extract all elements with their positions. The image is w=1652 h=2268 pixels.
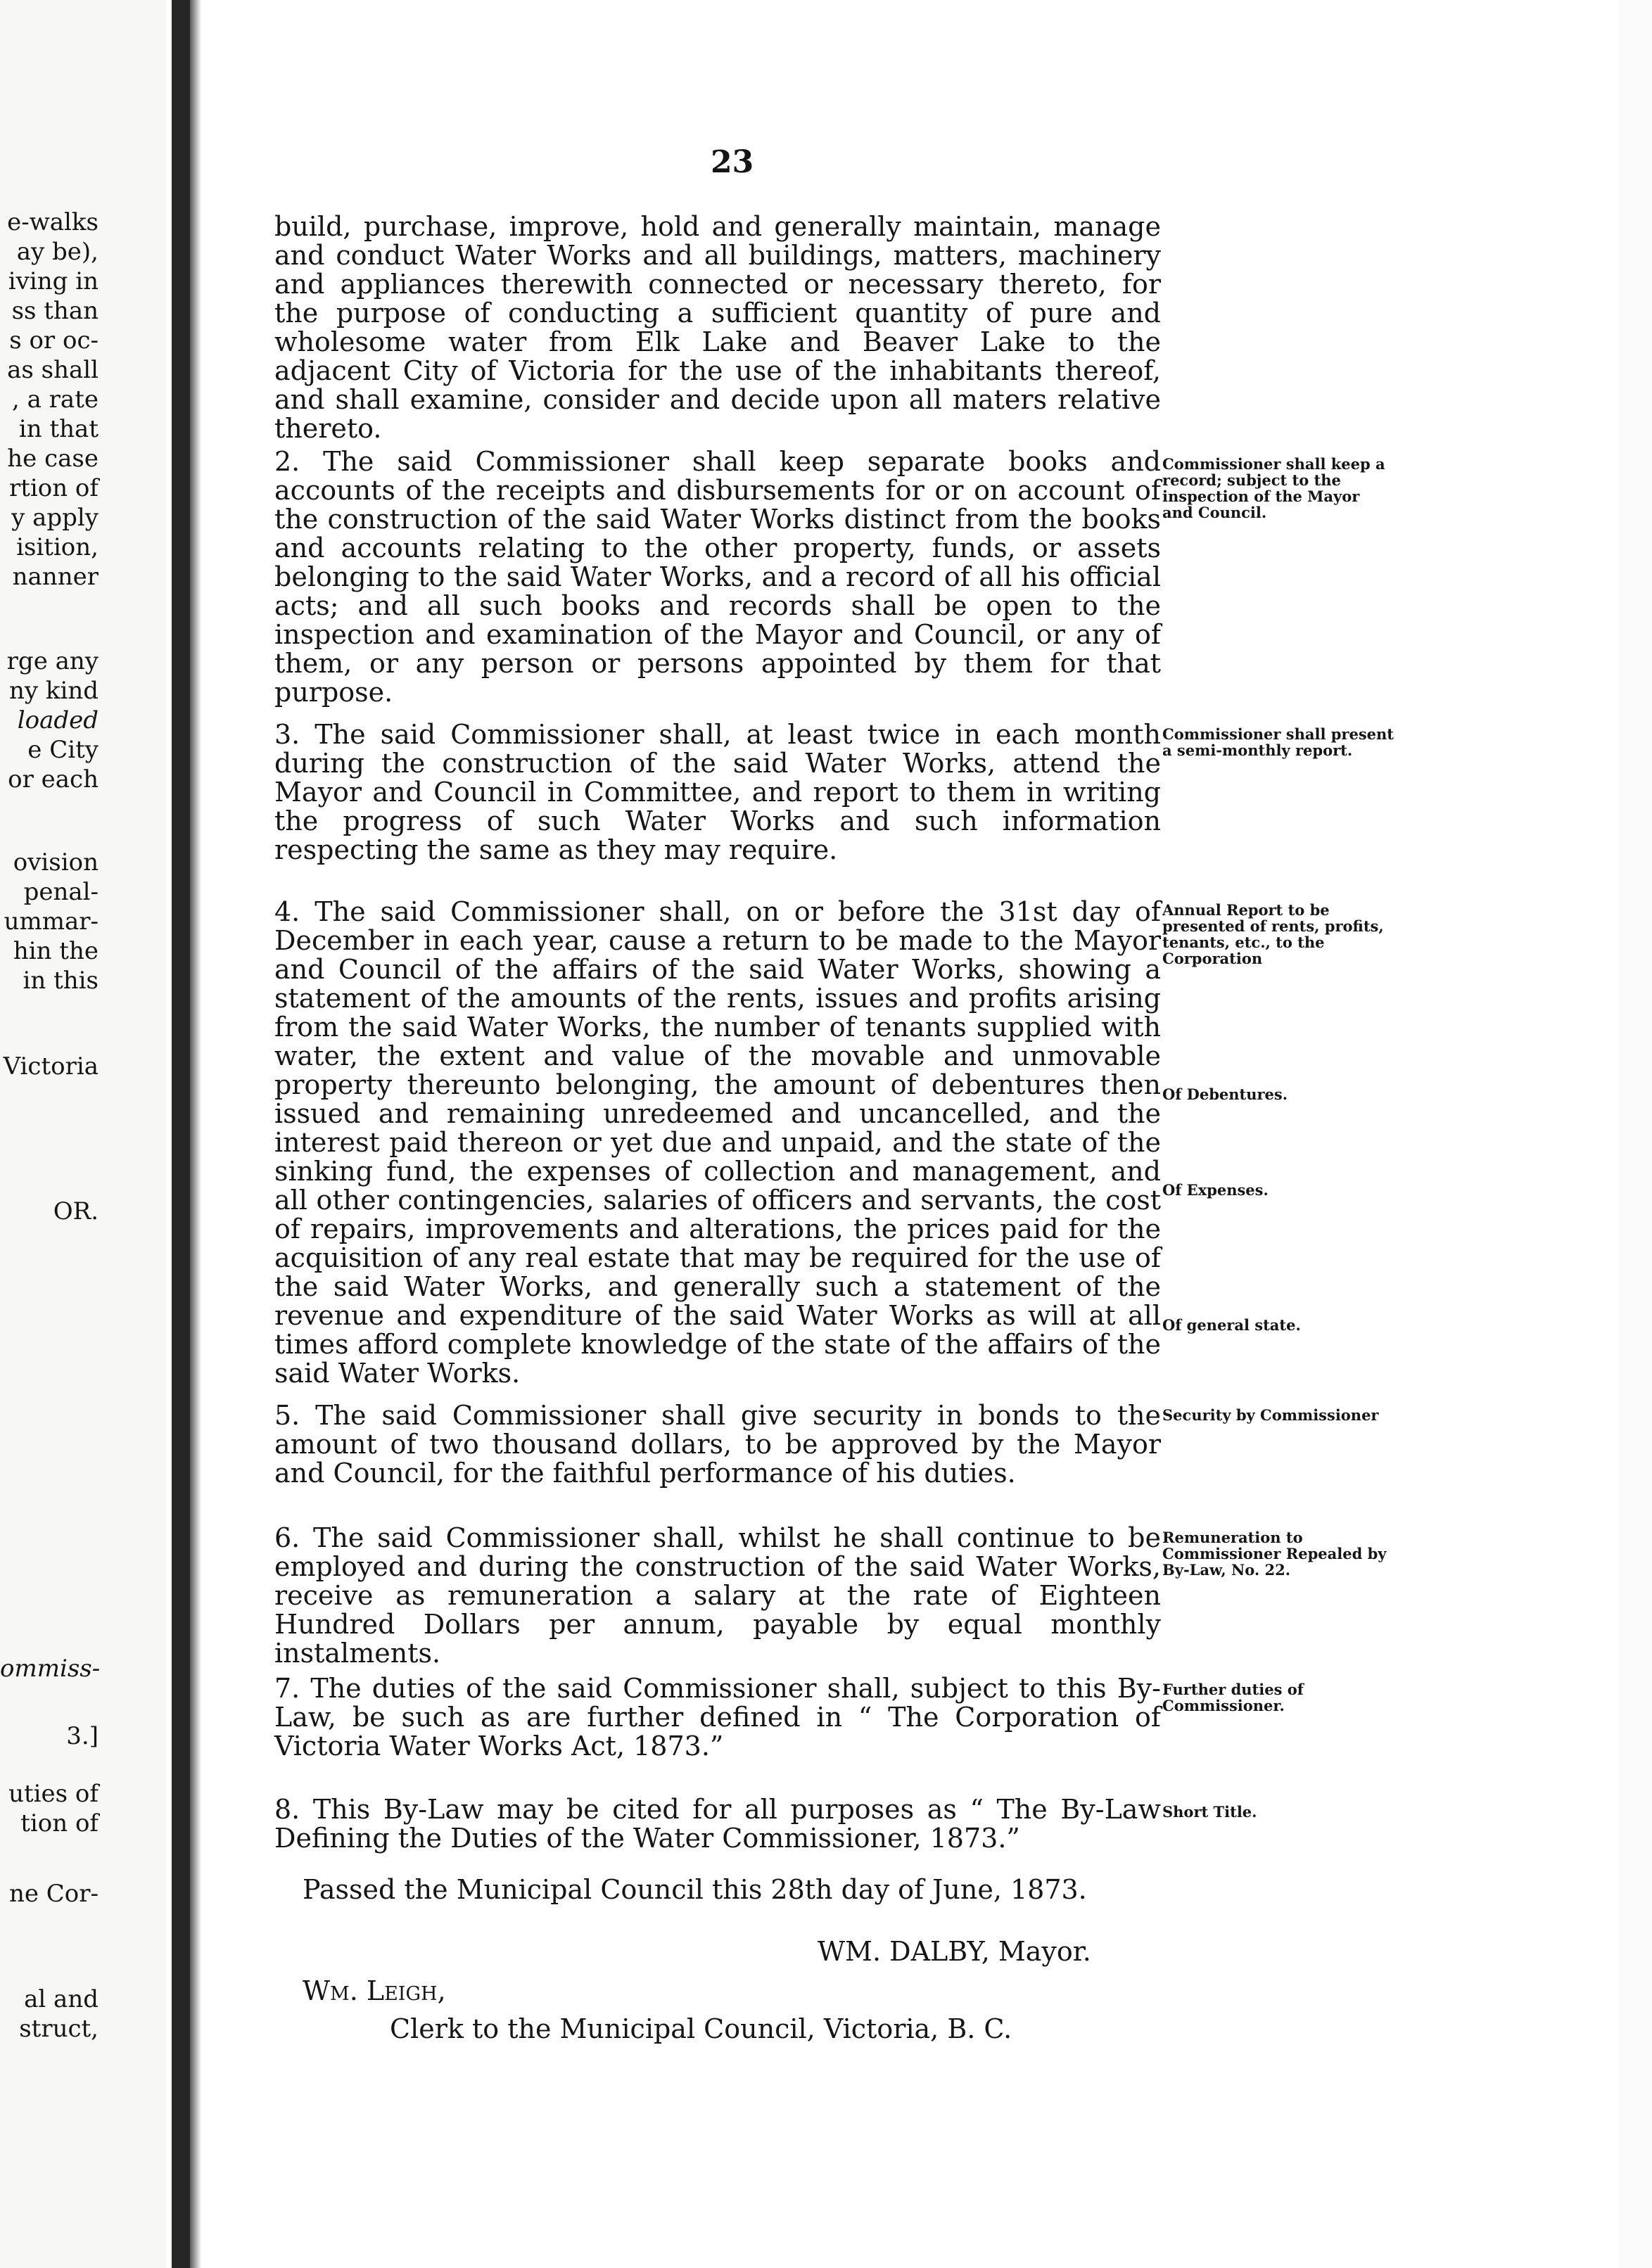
margin-note-annual-report: Annual Report to be presented of rents, profits, tenants, etc., to the Corporation	[1162, 901, 1384, 967]
facing-page-line: he case	[7, 445, 99, 473]
facing-page-line: e City	[27, 736, 99, 764]
facing-page-line: rtion of	[8, 474, 99, 502]
facing-page-line: e-walks	[7, 208, 99, 236]
margin-note-expenses: Of Expenses.	[1162, 1181, 1269, 1199]
facing-page-line: isition,	[16, 533, 99, 561]
paragraph-section-7: 7. The duties of the said Commissioner shall, subject to this By-Law, be such as are further defined in “ The Corporation of Victoria Water Works Act, 1873.”	[274, 1673, 1161, 1761]
book-gutter	[172, 0, 190, 2268]
facing-page-line: struct,	[19, 2015, 99, 2043]
passed-statement: Passed the Municipal Council this 28th day of June, 1873.	[303, 1874, 1087, 1905]
paragraph-section-5: 5. The said Commissioner shall give security in bonds to the amount of two thousand dollars, to be approved by the Mayor and Council, for the faithful performance of his duties.	[274, 1400, 1161, 1489]
margin-note-report: Commissioner shall present a semi-monthly report.	[1162, 725, 1394, 759]
facing-page-line: tion of	[20, 1809, 99, 1837]
paragraph-section-2: 2. The said Commissioner shall keep separate books and accounts of the receipts and disbursements for or on account of the construction of the said Water Works distinct from the books and accounts relating to the other property, funds, or assets belonging to the said Water Works, and a record of all his official acts; and all such books and records shall be open to the inspection and examination of the Mayor and Council, or any of them, or any person or persons appointed by them for that purpose.	[274, 446, 1161, 708]
facing-page-line: ay be),	[16, 238, 99, 266]
margin-note-security: Security by Commissioner	[1162, 1406, 1379, 1424]
facing-page-line: 3.]	[66, 1722, 99, 1750]
page-number: 23	[711, 144, 754, 180]
paragraph-section-8: 8. This By-Law may be cited for all purposes as “ The By-Law Defining the Duties of the Water Commissioner, 1873.”	[274, 1794, 1161, 1854]
margin-note-further-duties: Further duties of Commissioner.	[1162, 1681, 1304, 1714]
paragraph-section-3: 3. The said Commissioner shall, at least twice in each month during the construction of the said Water Works, attend the Mayor and Council in Committee, and report to them in writing the progress of such Water Works and such information respecting the same as they may require.	[274, 719, 1161, 865]
facing-page-line: as shall	[7, 356, 99, 384]
facing-page-line: OR.	[53, 1197, 99, 1225]
facing-page-line: al and	[24, 1985, 99, 2013]
mayor-signature: WM. DALBY, Mayor.	[818, 1936, 1091, 1967]
facing-page-line: ss than	[11, 297, 99, 325]
facing-page-line: in that	[18, 415, 99, 443]
facing-page-line: Victoria	[3, 1052, 99, 1081]
clerk-title: Clerk to the Municipal Council, Victoria, B. C.	[390, 2013, 1012, 2044]
facing-page-line: s or oc-	[9, 326, 99, 355]
facing-page-line: ne Cor-	[8, 1880, 99, 1908]
facing-page-line: hin the	[13, 937, 99, 965]
facing-page-line: rge any	[6, 647, 99, 675]
facing-page-fragment	[0, 0, 166, 2268]
facing-page-line: ovision	[13, 848, 99, 877]
facing-page-line: , a rate	[11, 386, 99, 414]
margin-note-remuneration: Remuneration to Commissioner Repealed by By-Law, No. 22.	[1162, 1529, 1387, 1579]
page-edge	[1618, 0, 1652, 2268]
margin-note-short-title: Short Title.	[1162, 1803, 1257, 1821]
margin-note-debentures: Of Debentures.	[1162, 1085, 1288, 1103]
margin-note-general-state: Of general state.	[1162, 1316, 1301, 1334]
facing-page-line: or each	[8, 765, 99, 794]
facing-page-line: ommiss-	[0, 1655, 101, 1683]
facing-page-line: nanner	[12, 563, 99, 591]
book-gutter-shadow	[190, 0, 201, 2268]
paragraph-section-4: 4. The said Commissioner shall, on or before the 31st day of December in each year, cause a return to be made to the Mayor and Council of the affairs of the said Water Works, showing a statement of the amounts of the rents, issues and profits arising from the said Water Works, the number of tenants supplied with water, the extent and value of the movable and unmovable property thereunto belonging, the amount of debentures then issued and remaining unredeemed and uncancelled, and the interest paid thereon or yet due and unpaid, and the state of the sinking fund, the expenses of collection and management, and all other contingencies, salaries of officers and servants, the cost of repairs, improvements and alterations, the prices paid for the acquisition of any real estate that may be required for the use of the said Water Works, and generally such a statement of the revenue and expenditure of the said Water Works as will at all times afford complete knowledge of the state of the affairs of the said Water Works.	[274, 896, 1161, 1389]
margin-note-record: Commissioner shall keep a record; subject to the inspection of the Mayor and Council.	[1162, 455, 1385, 521]
facing-page-line: uties of	[8, 1780, 99, 1808]
facing-page-line: ny kind	[8, 677, 99, 705]
facing-page-line: ummar-	[4, 907, 99, 936]
paragraph-continuation: build, purchase, improve, hold and generally maintain, manage and conduct Water Works and all buildings, matters, machinery and appliances therewith connected or necessary thereto, for the purpose of conducting a sufficient quantity of pure and wholesome water from Elk Lake and Beaver Lake to the adjacent City of Victoria for the use of the inhabitants thereof, and shall examine, consider and decide upon all maters relative thereto.	[274, 211, 1161, 444]
facing-page-line: y apply	[11, 504, 99, 532]
paragraph-section-6: 6. The said Commissioner shall, whilst he shall continue to be employed and during the construction of the said Water Works, receive as remuneration a salary at the rate of Eighteen Hundred Dollars per annum, payable by equal monthly instalments.	[274, 1522, 1161, 1669]
facing-page-line: penal-	[23, 878, 99, 906]
clerk-name: Wm. Leigh,	[303, 1975, 446, 2006]
facing-page-line: in this	[23, 967, 99, 995]
facing-page-line: iving in	[8, 267, 99, 295]
facing-page-line: loaded	[17, 706, 99, 734]
